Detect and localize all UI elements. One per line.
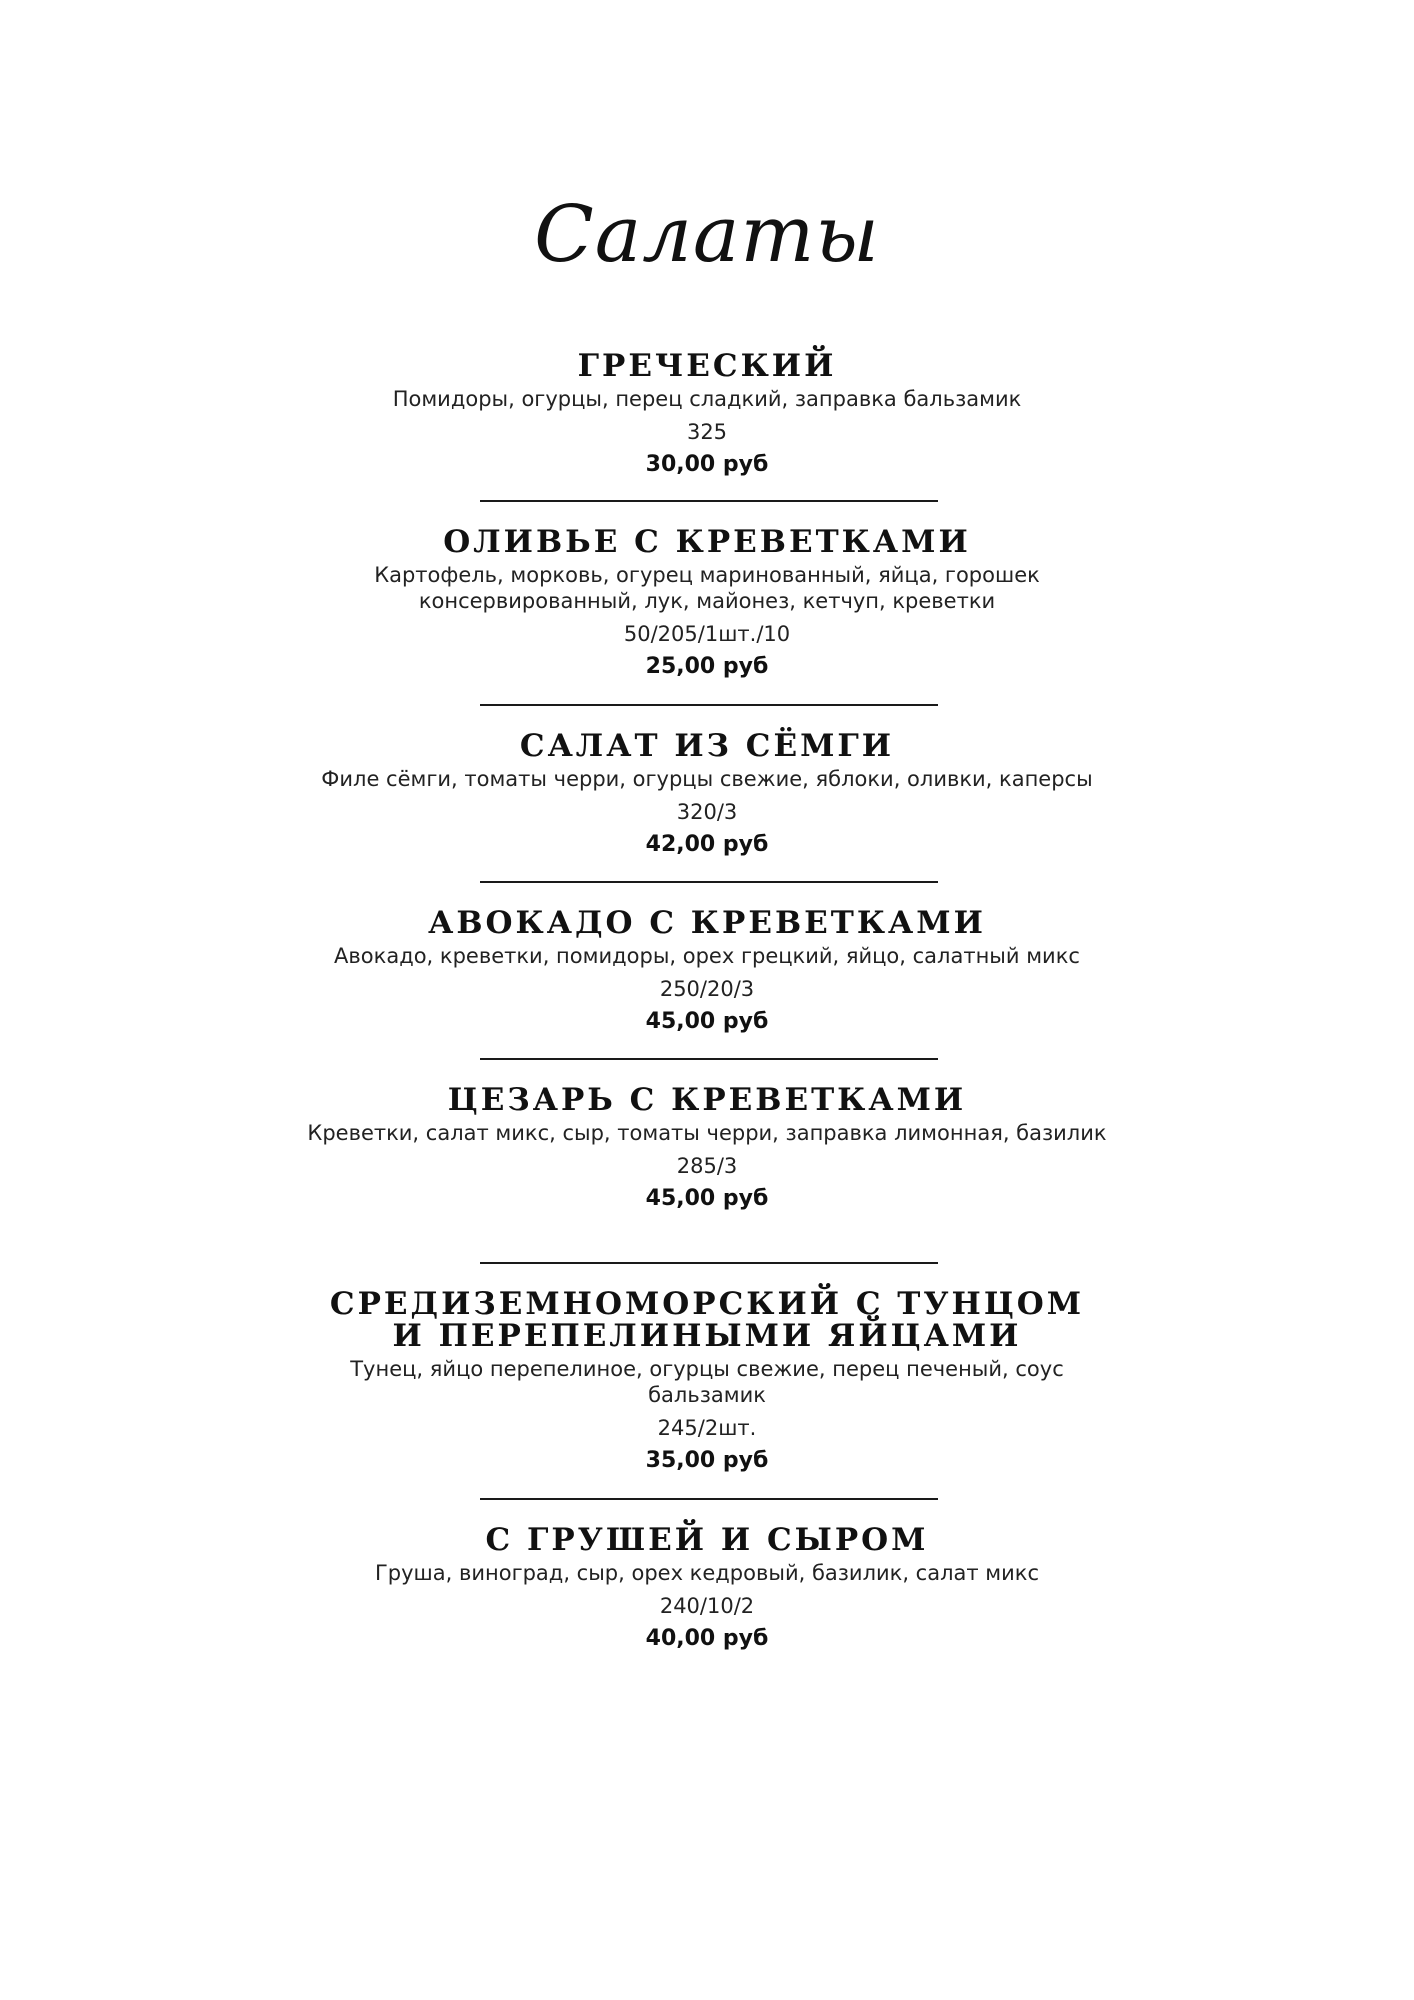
dish-description: Груша, виноград, сыр, орех кедровый, базилик, салат микс [374, 1561, 1040, 1585]
divider [480, 1262, 938, 1264]
dish-weight: 240/10/2 [659, 1594, 755, 1618]
dish-name: ОЛИВЬЕ С КРЕВЕТКАМИ [443, 524, 971, 560]
menu-item [0, 1288, 1414, 1475]
dish-weight: 325 [686, 420, 728, 444]
section-title: Салаты [534, 190, 880, 280]
dish-weight: 50/205/1шт./10 [623, 622, 791, 646]
dish-price: 45,00 руб [645, 1009, 769, 1034]
divider [480, 500, 938, 502]
dish-description: Тунец, яйцо перепелиное, огурцы свежие, перец печеный, соус бальзамик [350, 1357, 1064, 1407]
dish-price: 45,00 руб [645, 1186, 769, 1211]
divider [480, 881, 938, 883]
dish-description: Филе сёмги, томаты черри, огурцы свежие, яблоки, оливки, каперсы [321, 767, 1093, 791]
divider [480, 1498, 938, 1500]
section-heading [0, 170, 1414, 300]
dish-price: 25,00 руб [645, 654, 769, 679]
dish-price: 42,00 руб [645, 832, 769, 857]
menu-item [0, 730, 1414, 859]
dish-name: САЛАТ ИЗ СЁМГИ [519, 728, 895, 764]
dish-description: Помидоры, огурцы, перец сладкий, заправка бальзамик [392, 387, 1022, 411]
menu-item [0, 1524, 1414, 1653]
dish-name: СРЕДИЗЕМНОМОРСКИЙ С ТУНЦОМ И ПЕРЕПЕЛИНЫМИ ЯЙЦАМИ [329, 1286, 1085, 1354]
dish-name: АВОКАДО С КРЕВЕТКАМИ [428, 905, 986, 941]
dish-price: 35,00 руб [645, 1448, 769, 1473]
dish-description: Авокадо, креветки, помидоры, орех грецкий, яйцо, салатный микс [334, 944, 1080, 968]
dish-description: Картофель, морковь, огурец маринованный, яйца, горошек консервированный, лук, майонез, кетчуп, креветки [374, 563, 1040, 613]
dish-name: С ГРУШЕЙ И СЫРОМ [485, 1522, 929, 1558]
dish-weight: 320/3 [676, 800, 738, 824]
menu-item [0, 1084, 1414, 1213]
divider [480, 1058, 938, 1060]
menu-item [0, 907, 1414, 1036]
dish-name: ЦЕЗАРЬ С КРЕВЕТКАМИ [447, 1082, 967, 1118]
dish-description: Креветки, салат микс, сыр, томаты черри, заправка лимонная, базилик [307, 1121, 1107, 1145]
dish-weight: 285/3 [676, 1154, 738, 1178]
divider [480, 704, 938, 706]
dish-weight: 250/20/3 [659, 977, 755, 1001]
dish-name: ГРЕЧЕСКИЙ [577, 348, 837, 384]
dish-weight: 245/2шт. [657, 1416, 757, 1440]
dish-price: 30,00 руб [645, 452, 769, 477]
dish-price: 40,00 руб [645, 1626, 769, 1651]
menu-item [0, 526, 1414, 681]
menu-item [0, 350, 1414, 479]
